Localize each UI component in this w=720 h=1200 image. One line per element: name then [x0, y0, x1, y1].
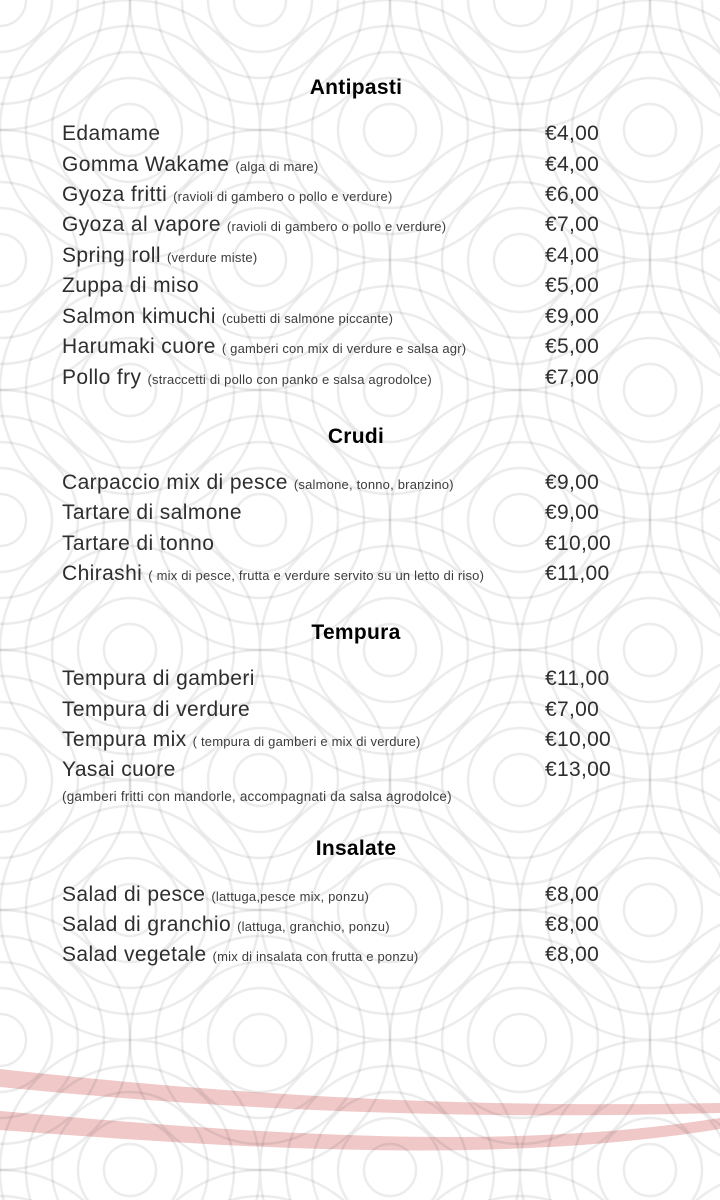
item-price: €5,00 [545, 335, 600, 359]
menu-item [0, 756, 712, 805]
menu-item-row [62, 499, 712, 529]
item-name: Chirashi [62, 561, 143, 585]
menu-item-row [62, 696, 712, 726]
item-description: (straccetti di pollo con panko e salsa agrodolce) [147, 371, 432, 387]
menu-section [0, 423, 712, 590]
section-title: Insalate [315, 836, 397, 860]
menu-item [0, 696, 712, 726]
item-name: Tempura mix [62, 728, 187, 751]
item-name: Harumaki cuore [62, 335, 216, 359]
item-price: €9,00 [545, 501, 600, 525]
menu-item-row [62, 303, 712, 333]
item-price: €7,00 [545, 697, 600, 721]
menu-item [0, 469, 712, 499]
item-price: €11,00 [545, 667, 610, 691]
item-name: Salmon kimuchi [62, 304, 216, 328]
item-description: (ravioli di gambero o pollo e verdure) [173, 189, 393, 205]
item-price: €8,00 [545, 913, 600, 937]
item-description: ( gamberi con mix di verdure e salsa agr) [221, 341, 467, 357]
item-name: Edamame [62, 122, 161, 146]
menu-item-row [62, 726, 712, 756]
menu-item-row [62, 333, 712, 363]
menu-item [0, 665, 712, 695]
item-price: €10,00 [545, 728, 612, 751]
item-price: €5,00 [545, 274, 600, 298]
item-name: Gyoza al vapore [62, 213, 221, 237]
menu-section [0, 619, 712, 805]
section-title: Antipasti [309, 76, 403, 100]
item-price: €8,00 [545, 882, 600, 906]
item-name: Tartare di tonno [62, 531, 215, 555]
item-description: (salmone, tonno, branzino) [293, 476, 454, 492]
item-price: €4,00 [545, 122, 600, 146]
menu-item-row [62, 881, 712, 911]
section-items [0, 665, 712, 806]
item-name: Salad vegetale [62, 943, 207, 967]
item-price: €9,00 [545, 470, 600, 494]
item-name: Salad di pesce [62, 882, 206, 906]
item-description-below: (gamberi fritti con mandorle, accompagnati da salsa agrodolce) [62, 788, 452, 804]
menu-item-row [62, 272, 712, 302]
item-description: (cubetti di salmone piccante) [221, 310, 394, 326]
item-price: €9,00 [545, 304, 600, 328]
menu-item [0, 911, 712, 941]
item-price: €13,00 [545, 758, 612, 782]
item-description: (lattuga,pesce mix, ponzu) [211, 888, 370, 904]
menu-item [0, 151, 712, 181]
item-price: €7,00 [545, 365, 600, 389]
menu-item-row [62, 911, 712, 941]
item-name: Zuppa di miso [62, 274, 200, 298]
menu-item [0, 941, 712, 971]
menu-item-row [62, 560, 712, 590]
item-price: €8,00 [545, 943, 600, 967]
menu-item [0, 499, 712, 529]
menu-item [0, 333, 712, 363]
item-name: Gomma Wakame [62, 152, 230, 176]
menu-item-row [62, 530, 712, 560]
section-title: Tempura [311, 621, 401, 645]
item-price: €10,00 [545, 531, 612, 555]
menu-item [0, 242, 712, 272]
menu-item-row [62, 211, 712, 241]
section-items [0, 120, 712, 394]
menu-item-row [62, 151, 712, 181]
item-description: (alga di mare) [235, 158, 319, 174]
section-title: Crudi [327, 424, 385, 448]
item-name: Gyoza fritti [62, 183, 168, 207]
menu-item [0, 211, 712, 241]
item-description: ( mix di pesce, frutta e verdure servito su un letto di riso) [148, 567, 485, 583]
item-description: ( tempura di gamberi e mix di verdure) [192, 734, 421, 749]
menu-item-row [62, 181, 712, 211]
section-items [0, 469, 712, 591]
item-description: (mix di insalata con frutta e ponzu) [212, 949, 419, 965]
menu-item-row [62, 756, 712, 786]
item-name: Tartare di salmone [62, 501, 242, 525]
menu-item-row [62, 941, 712, 971]
item-price: €4,00 [545, 243, 600, 267]
menu-section [0, 74, 712, 393]
item-name: Yasai cuore [62, 758, 176, 782]
menu-section [0, 835, 712, 972]
menu-item [0, 120, 712, 150]
menu-item [0, 881, 712, 911]
menu-item-row [62, 120, 712, 150]
item-description: (verdure miste) [166, 249, 258, 265]
menu-item-row [62, 665, 712, 695]
item-name: Tempura di gamberi [62, 667, 255, 691]
item-name: Salad di granchio [62, 913, 232, 937]
menu-item [0, 181, 712, 211]
item-name: Tempura di verdure [62, 697, 251, 721]
item-price: €7,00 [545, 213, 600, 237]
menu-item-row [62, 242, 712, 272]
item-description: (lattuga, granchio, ponzu) [237, 919, 390, 935]
item-name: Spring roll [62, 243, 161, 267]
menu-item [0, 364, 712, 394]
item-name: Carpaccio mix di pesce [62, 470, 288, 494]
item-price: €4,00 [545, 152, 600, 176]
section-items [0, 881, 712, 972]
item-name: Pollo fry [62, 365, 142, 389]
item-description: (ravioli di gambero o pollo e verdure) [226, 219, 447, 235]
menu-item [0, 560, 712, 590]
menu-item [0, 726, 712, 756]
menu-item [0, 272, 712, 302]
menu-item [0, 303, 712, 333]
menu-item [0, 530, 712, 560]
item-price: €11,00 [545, 561, 610, 585]
item-price: €6,00 [545, 183, 600, 207]
menu-item-row [62, 364, 712, 394]
menu-item-row [62, 469, 712, 499]
